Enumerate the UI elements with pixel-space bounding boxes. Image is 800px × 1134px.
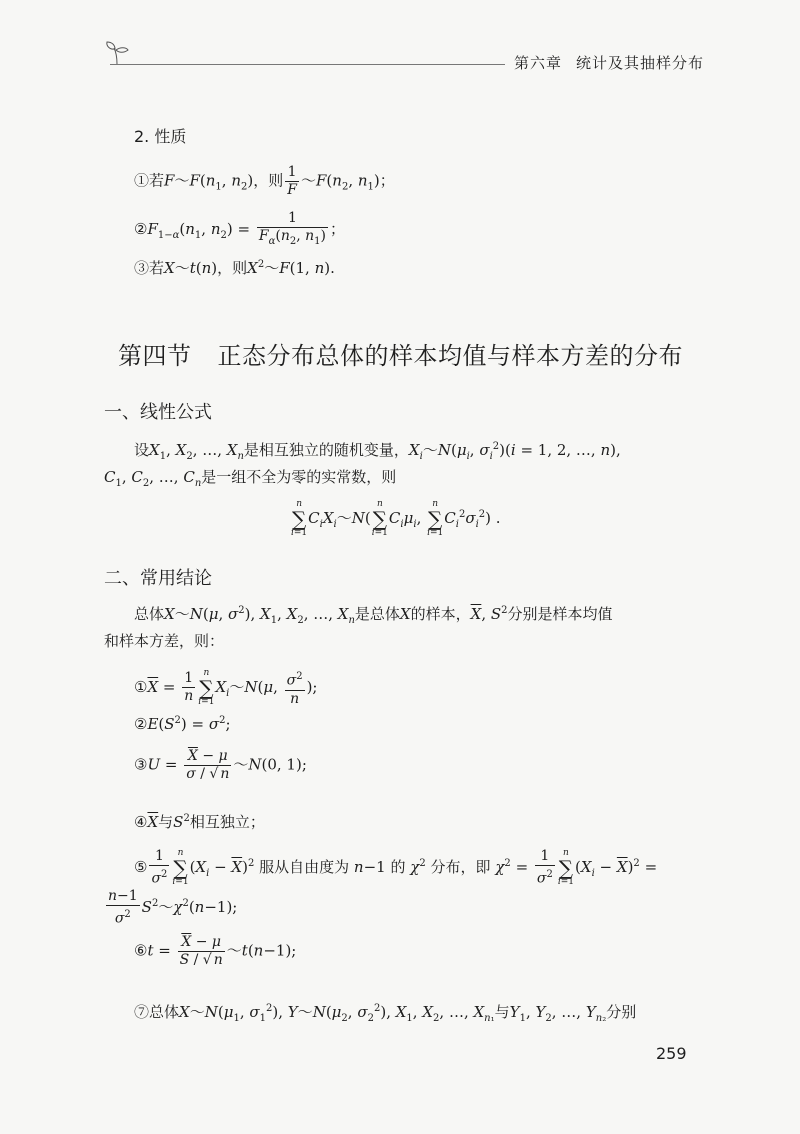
linear-heading: 一、线性公式 [104, 402, 212, 423]
properties-heading: 2. 性质 [134, 127, 187, 146]
conclusion-6: ⑥t = $\frac{\overline{X} - \mu}{S / √ n}$ ～t(n−1); [134, 934, 297, 968]
conclusions-intro-2: 和样本方差，则： [104, 632, 225, 650]
conclusions-heading: 二、常用结论 [104, 568, 212, 589]
section-title [118, 336, 683, 371]
fraction: $\frac{1}{F}$ [287, 164, 297, 198]
conclusion-5: ⑤ $\frac{1}{\sigma^2}$ n ∑ i=1 $(X_i - \overline{X})^2$ 服从自由度为 n−1 的 $\chi^2$ 分布，即 $\chi^2$ = $\frac{1}{\sigma^2}$ n ∑ i=1 $(X_i - \overline{X})^2$ = [134, 847, 658, 887]
conclusion-7: ⑦总体$X\sim N(\mu_1$, $\sigma_1^2$), $Y\sim N(\mu_2$, $\sigma_2^2$), $X_1$, $X_2$, …, $X_{n_1}$与$Y_1$, $Y_2$, …, $Y_{n_2}$分别 [134, 1003, 637, 1024]
property-3: ③若X～t(n)，则$X^2\sim F(1$, n). [134, 259, 335, 277]
property-2: $②F_{1-\alpha}(n_1$, $n_2$) = $\frac{1}{F_\alpha(n_2, n_1)}$ ； [134, 210, 345, 250]
conclusion-5-cont: $\frac{n-1}{\sigma^2}$ $S^2\sim\chi^2(n-1)$; [108, 888, 238, 927]
chapter-number: 第六章 [514, 54, 563, 72]
running-header [514, 52, 704, 73]
chapter-title: 统计及其抽样分布 [576, 54, 705, 72]
conclusions-intro-1: 总体X～N(μ, $\sigma^2$), $X_1$, $X_2$, …, $X_n$是总体X的样本，$\overline{X}$, $S^2$分别是样本均值 [134, 605, 613, 626]
property-1: ①若$F\sim F(n_1$, $n_2$)，则 $\frac{1}{F}$ $\sim F(n_2$, $n_1$)； [134, 164, 395, 198]
conclusion-4: $④\overline{X}$与$S^2$相互独立； [134, 813, 265, 831]
linear-text-1: 设$X_1$, $X_2$, …, $X_n$是相互独立的随机变量，$X_i\sim N(\mu_i$, $\sigma_i^2)(i = 1$, 2, …, n), [134, 441, 621, 462]
conclusion-3: ③U = $\frac{\overline{X} - \mu}{\sigma / √ n}$ ～N(0, 1); [134, 748, 307, 782]
fraction: $\frac{1}{F_\alpha(n_2, n_1)}$ [258, 210, 326, 247]
linear-text-2: $C_1$, $C_2$, …, $C_n$是一组不全为零的实常数，则 [104, 468, 397, 489]
section-number: 第四节 [118, 342, 192, 370]
sprout-icon [104, 38, 130, 66]
header-rule [110, 64, 505, 65]
linear-formula: n ∑ i=1 $C_iX_i\sim N$( n ∑ i=1 $C_i\mu_i$, n ∑ i=1 $C_i^2\sigma_i^2$) . [291, 499, 501, 538]
page-number: 259 [656, 1044, 687, 1063]
section-name: 正态分布总体的样本均值与样本方差的分布 [217, 342, 683, 370]
conclusion-1: $①\overline{X}$ = $\frac{1}{n}$ n ∑ i=1 $X_i\sim N(\mu$, $\frac{\sigma^2}{n}$ ); [134, 667, 318, 707]
conclusion-2: $②E(S^2) = \sigma^2$; [134, 715, 231, 733]
